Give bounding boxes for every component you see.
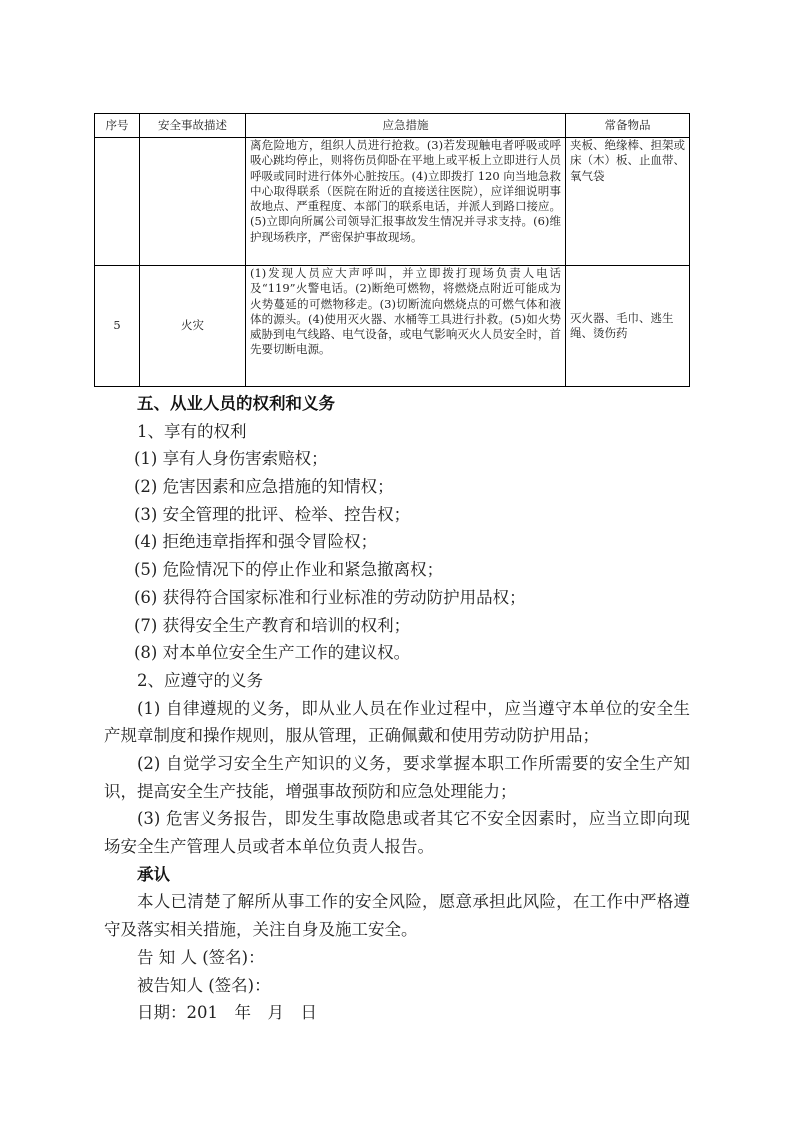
rights-duties-section — [104, 390, 690, 1027]
cell-number — [95, 138, 140, 266]
duties-item: (3) 危害义务报告，即发生事故隐患或者其它不安全因素时，应当立即向现场安全生产管理人员或者本单位负责人报告。 — [104, 809, 690, 857]
table-row — [95, 138, 690, 266]
rights-item: (8) 对本单位安全生产工作的建议权。 — [134, 643, 411, 663]
cell-description — [140, 138, 246, 266]
header-supplies: 常备物品 — [566, 114, 690, 138]
rights-item: (3) 安全管理的批评、检举、控告权； — [134, 504, 411, 524]
cell-description: 火灾 — [140, 266, 246, 387]
cell-number: 5 — [95, 266, 140, 387]
section-title: 五、从业人员的权利和义务 — [137, 394, 335, 413]
rights-item: (5) 危险情况下的停止作业和紧急撤离权； — [134, 560, 444, 580]
cell-measures: 离危险地方，组织人员进行抢救。(3)若发现触电者呼吸或呼吸心跳均停止，则将伤员仰卧在平地上或平板上立即进行人员呼吸或同时进行体外心脏按压。(4)立即拨打 120 向当地急救中心取得联系（医院在附近的直接送往医院），应详细说明事故地点、严重程度、本部门的联系电话，并派人到路口接应。(5)立即向所属公司领导汇报事故发生情况并寻求支持。(6)维护现场秩序，严密保护事故现场。 — [246, 138, 566, 266]
table-header-row — [95, 114, 690, 138]
rights-item: (6) 获得符合国家标准和行业标准的劳动防护用品权； — [134, 587, 526, 607]
rights-item: (4) 拒绝违章指挥和强令冒险权； — [134, 532, 378, 552]
informer-signature-label: 告 知 人 (签名)： — [137, 947, 265, 967]
rights-item: (7) 获得安全生产教育和培训的权利； — [134, 615, 411, 635]
header-description: 安全事故描述 — [140, 114, 246, 138]
cell-measures: (1)发现人员应大声呼叫，并立即拨打现场负责人电话及“119”火警电话。(2)断绝可燃物，将燃烧点附近可能成为火势蔓延的可燃物移走。(3)切断流向燃烧点的可燃气体和液体的源头。(4)使用灭火器、水桶等工具进行扑救。(5)如火势威胁到电气线路、电气设备，或电气影响灭火人员安全时，首先要切断电源。 — [246, 266, 566, 387]
cell-supplies: 夹板、绝缘棒、担架或床（木）板、止血带、氧气袋 — [566, 138, 690, 266]
acknowledgement-statement: 本人已清楚了解所从事工作的安全风险，愿意承担此风险，在工作中严格遵守及落实相关措施，关注自身及施工安全。 — [104, 892, 690, 940]
emergency-measures-table — [94, 113, 690, 387]
informed-signature-label: 被告知人 (签名)： — [137, 975, 271, 995]
rights-item: (2) 危害因素和应急措施的知情权； — [134, 477, 394, 497]
duties-item: (1) 自律遵规的义务，即从业人员在作业过程中，应当遵守本单位的安全生产规章制度和操作规则，服从管理，正确佩戴和使用劳动防护用品； — [104, 698, 690, 746]
table-row — [95, 266, 690, 387]
duties-item: (2) 自觉学习安全生产知识的义务，要求掌握本职工作所需要的安全生产知识，提高安全生产技能，增强事故预防和应急处理能力； — [104, 753, 690, 801]
rights-item: (1) 享有人身伤害索赔权； — [134, 449, 328, 469]
cell-supplies: 灭火器、毛巾、逃生绳、烫伤药 — [566, 266, 690, 387]
header-measures: 应急措施 — [246, 114, 566, 138]
header-number: 序号 — [95, 114, 140, 138]
duties-heading: 2、应遵守的义务 — [137, 670, 263, 690]
acknowledgement-title: 承认 — [137, 864, 170, 884]
rights-heading: 1、享有的权利 — [137, 421, 247, 441]
date-label: 日期：201 年 月 日 — [137, 1003, 317, 1023]
